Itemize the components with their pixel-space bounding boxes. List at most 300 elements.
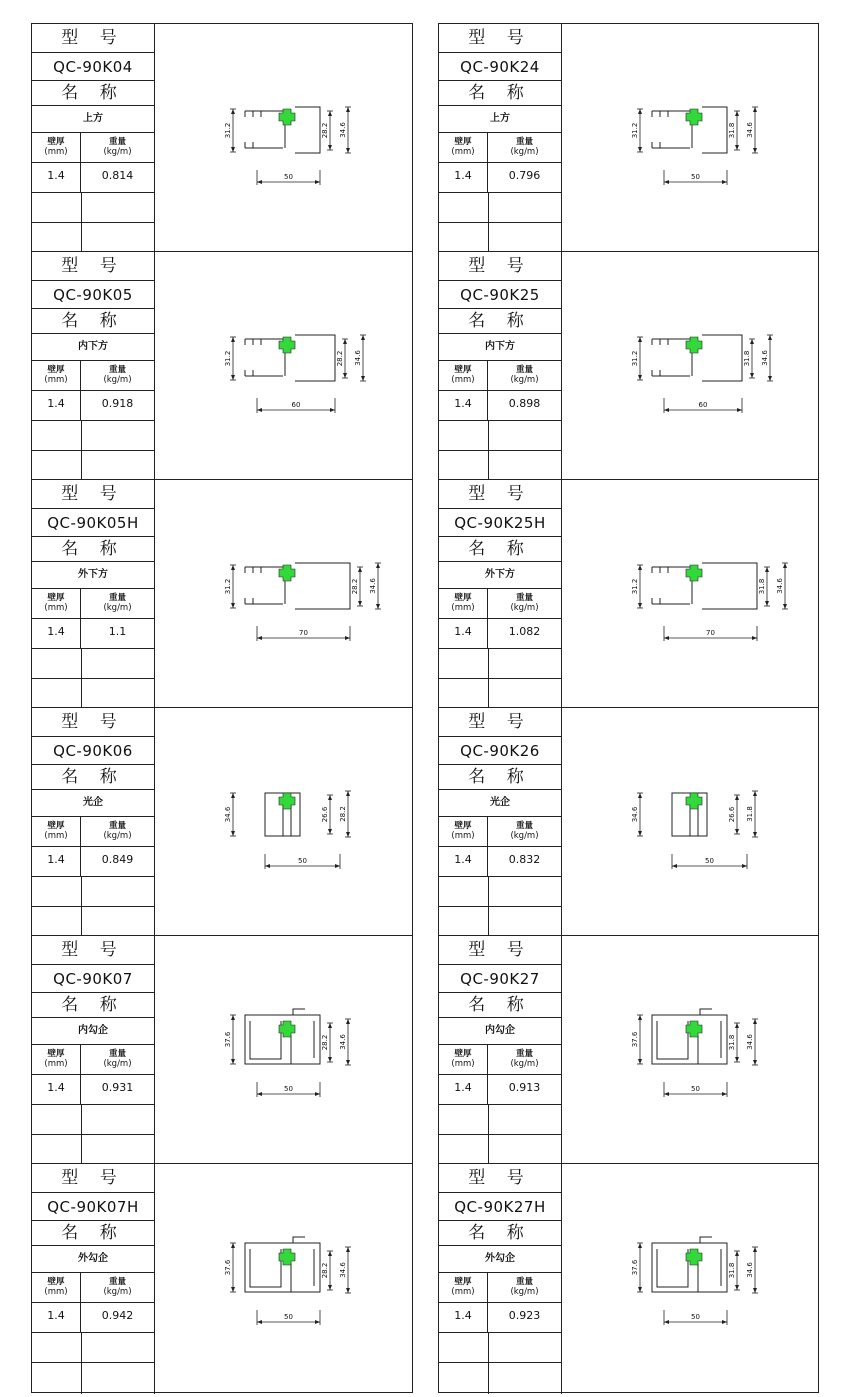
dimension-label: 34.6: [746, 1262, 754, 1278]
spec-info-block: [32, 708, 155, 935]
thickness-header: 壁厚: [454, 365, 472, 375]
weight-header-cell: [81, 361, 154, 390]
spec-value-row: [439, 1303, 561, 1333]
spec-info-block: [439, 1164, 562, 1394]
dimension-label: 31.8: [743, 350, 751, 367]
weight-unit: (kg/m): [510, 1287, 539, 1297]
spec-value-row: [439, 391, 561, 421]
width-dimension: [664, 626, 757, 641]
weight-unit: (kg/m): [103, 375, 132, 385]
weight-unit: (kg/m): [103, 831, 132, 841]
blank-row: [439, 421, 561, 451]
spec-value-row: [32, 391, 154, 421]
thickness-header-cell: [439, 361, 488, 390]
model-number: QC-90K07H: [32, 1193, 154, 1221]
spec-value-row: [32, 619, 154, 649]
weight-header-cell: [81, 817, 154, 846]
blank-row: [439, 1363, 561, 1394]
dimension-label: 37.6: [631, 1031, 639, 1048]
height-dimension-inner: [321, 1023, 333, 1062]
height-dimension-left: [631, 565, 643, 608]
weight-header: 重量: [515, 365, 533, 375]
thickness-unit: (mm): [44, 147, 68, 157]
weight-header: 重量: [515, 593, 533, 603]
dimension-label: 28.2: [321, 1034, 329, 1051]
wall-thickness-value: 1.4: [439, 391, 488, 420]
dimension-label: 31.2: [224, 122, 232, 139]
blank-row: [439, 223, 561, 251]
thickness-header: 壁厚: [454, 1049, 472, 1059]
dimension-label: 34.6: [339, 1034, 347, 1050]
height-dimension-inner: [728, 795, 740, 834]
profile-section-svg: [155, 936, 413, 1164]
thickness-unit: (mm): [44, 1059, 68, 1069]
wall-thickness-value: 1.4: [439, 1075, 488, 1104]
profile-drawing: [562, 24, 818, 251]
name-header: 名 称: [32, 993, 154, 1018]
weight-header-cell: [488, 1045, 561, 1074]
spec-value-row: [32, 847, 154, 877]
model-header: 型 号: [439, 24, 561, 53]
height-dimension-inner: [321, 795, 333, 834]
thickness-header-cell: [439, 589, 488, 618]
height-dimension-left: [631, 337, 643, 380]
wall-thickness-value: 1.4: [32, 619, 81, 648]
profile-name: 内下方: [32, 334, 154, 361]
weight-value: 0.849: [101, 853, 134, 866]
thickness-unit: (mm): [451, 375, 475, 385]
width-dimension: [257, 170, 320, 185]
model-header: 型 号: [32, 480, 154, 509]
spec-info-block: [32, 480, 155, 707]
weight-header: 重量: [108, 593, 126, 603]
weight-header: 重量: [515, 1049, 533, 1059]
height-dimension-left: [631, 793, 643, 836]
weight-header-cell: [488, 589, 561, 618]
height-dimension-inner: [728, 1251, 740, 1290]
thickness-unit: (mm): [44, 1287, 68, 1297]
dimension-label: 34.6: [746, 122, 754, 138]
model-number: QC-90K05: [32, 281, 154, 309]
spec-value-row: [439, 619, 561, 649]
dimension-label: 28.2: [336, 350, 344, 367]
profile-name: 内下方: [439, 334, 561, 361]
name-header: 名 称: [439, 993, 561, 1018]
wall-thickness-value: 1.4: [32, 391, 81, 420]
wall-thickness-value: 1.4: [32, 1303, 81, 1332]
spec-info-block: [439, 252, 562, 479]
spec-info-block: [32, 1164, 155, 1394]
spec-header-row: [32, 817, 154, 847]
blank-row: [32, 1333, 154, 1363]
thickness-header-cell: [439, 133, 488, 162]
spec-header-row: [32, 361, 154, 391]
dimension-label: 26.6: [728, 806, 736, 823]
dimension-label: 50: [284, 173, 293, 181]
height-dimension-inner: [321, 111, 333, 150]
thickness-header: 壁厚: [47, 137, 65, 147]
profile-row: [32, 480, 412, 708]
spec-info-block: [439, 936, 562, 1163]
height-dimension-left: [224, 1015, 236, 1064]
spec-value-row: [32, 1303, 154, 1333]
dimension-label: 50: [284, 1085, 293, 1093]
spec-header-row: [32, 1273, 154, 1303]
dimension-label: 50: [705, 857, 714, 865]
spec-info-block: [439, 708, 562, 935]
model-number: QC-90K06: [32, 737, 154, 765]
dimension-label: 50: [691, 1313, 700, 1321]
model-number: QC-90K24: [439, 53, 561, 81]
dimension-label: 26.6: [321, 806, 329, 823]
dimension-label: 50: [298, 857, 307, 865]
width-dimension: [257, 626, 350, 641]
profile-row: [439, 252, 818, 480]
wall-thickness-value: 1.4: [32, 163, 81, 192]
thickness-header: 壁厚: [47, 365, 65, 375]
thickness-header-cell: [32, 589, 81, 618]
profile-drawing: [562, 936, 818, 1163]
weight-unit: (kg/m): [510, 603, 539, 613]
profile-section-svg: [155, 708, 413, 936]
model-header: 型 号: [439, 480, 561, 509]
weight-unit: (kg/m): [103, 1059, 132, 1069]
blank-row: [32, 193, 154, 223]
model-header: 型 号: [439, 1164, 561, 1193]
dimension-label: 34.6: [339, 122, 347, 138]
dimension-label: 34.6: [631, 806, 639, 823]
dimension-label: 60: [698, 401, 708, 409]
weight-value: 0.931: [101, 1081, 134, 1094]
weight-header-cell: [488, 1273, 561, 1302]
profile-row: [439, 1164, 818, 1394]
wall-thickness-value: 1.4: [32, 847, 81, 876]
weight-header-cell: [488, 361, 561, 390]
profile-row: [439, 708, 818, 936]
thickness-unit: (mm): [44, 831, 68, 841]
profile-name: 外勾企: [439, 1246, 561, 1273]
weight-value: 0.918: [101, 397, 134, 410]
profile-name: 内勾企: [439, 1018, 561, 1045]
profile-name: 光企: [439, 790, 561, 817]
right-catalog-panel: [438, 23, 819, 1393]
dimension-label: 70: [706, 629, 715, 637]
height-dimension-outer: [339, 791, 351, 837]
blank-row: [32, 907, 154, 935]
height-dimension-outer: [339, 107, 351, 153]
height-dimension-left: [224, 1243, 236, 1292]
width-dimension: [265, 854, 340, 869]
weight-header: 重量: [108, 365, 126, 375]
model-number: QC-90K25: [439, 281, 561, 309]
weight-unit: (kg/m): [510, 147, 539, 157]
blank-row: [32, 649, 154, 679]
model-header: 型 号: [439, 252, 561, 281]
thickness-header: 壁厚: [454, 821, 472, 831]
weight-header: 重量: [108, 1277, 126, 1287]
spec-info-block: [439, 24, 562, 251]
weight-value: 0.913: [508, 1081, 541, 1094]
wall-thickness-value: 1.4: [439, 619, 488, 648]
spec-header-row: [439, 1273, 561, 1303]
name-header: 名 称: [32, 309, 154, 334]
profile-row: [439, 24, 818, 252]
blank-row: [439, 679, 561, 707]
height-dimension-inner: [351, 567, 363, 606]
dimension-label: 50: [284, 1313, 293, 1321]
dimension-label: 31.8: [746, 806, 754, 822]
dimension-label: 28.2: [321, 1262, 329, 1279]
weight-value: 1.082: [508, 625, 541, 638]
weight-unit: (kg/m): [510, 1059, 539, 1069]
profile-drawing: [155, 936, 412, 1163]
name-header: 名 称: [439, 1221, 561, 1246]
gasket-icon: [686, 793, 702, 809]
name-header: 名 称: [439, 81, 561, 106]
thickness-header: 壁厚: [47, 821, 65, 831]
dimension-label: 34.6: [761, 350, 769, 366]
profile-section-svg: [562, 708, 820, 936]
thickness-header-cell: [32, 817, 81, 846]
height-dimension-outer: [746, 1247, 758, 1293]
weight-header: 重量: [515, 821, 533, 831]
dimension-label: 31.8: [758, 578, 766, 595]
height-dimension-outer: [776, 563, 788, 609]
profile-row: [32, 252, 412, 480]
thickness-header: 壁厚: [454, 593, 472, 603]
weight-value: 0.832: [508, 853, 541, 866]
weight-value: 0.796: [508, 169, 541, 182]
weight-header: 重量: [108, 821, 126, 831]
weight-unit: (kg/m): [103, 147, 132, 157]
blank-row: [32, 451, 154, 479]
wall-thickness-value: 1.4: [439, 1303, 488, 1332]
width-dimension: [672, 854, 747, 869]
wall-thickness-value: 1.4: [32, 1075, 81, 1104]
profile-name: 上方: [32, 106, 154, 133]
thickness-unit: (mm): [44, 603, 68, 613]
height-dimension-left: [224, 337, 236, 380]
weight-header: 重量: [515, 137, 533, 147]
model-number: QC-90K25H: [439, 509, 561, 537]
profile-drawing: [155, 24, 412, 251]
name-header: 名 称: [32, 537, 154, 562]
height-dimension-left: [224, 565, 236, 608]
blank-row: [32, 223, 154, 251]
spec-header-row: [32, 133, 154, 163]
height-dimension-outer: [339, 1019, 351, 1065]
profile-name: 内勾企: [32, 1018, 154, 1045]
width-dimension: [257, 398, 335, 413]
name-header: 名 称: [32, 1221, 154, 1246]
profile-name: 光企: [32, 790, 154, 817]
weight-unit: (kg/m): [510, 831, 539, 841]
thickness-header: 壁厚: [47, 593, 65, 603]
profile-section-svg: [155, 24, 413, 252]
name-header: 名 称: [32, 765, 154, 790]
blank-row: [32, 421, 154, 451]
dimension-label: 34.6: [224, 806, 232, 823]
height-dimension-inner: [336, 339, 348, 378]
dimension-label: 28.2: [351, 578, 359, 595]
thickness-header-cell: [439, 1273, 488, 1302]
height-dimension-left: [631, 1243, 643, 1292]
blank-row: [32, 679, 154, 707]
blank-row: [32, 877, 154, 907]
model-header: 型 号: [32, 1164, 154, 1193]
dimension-label: 34.6: [369, 578, 377, 594]
spec-value-row: [32, 1075, 154, 1105]
weight-header: 重量: [108, 1049, 126, 1059]
profile-drawing: [562, 480, 818, 707]
blank-row: [32, 1105, 154, 1135]
spec-info-block: [32, 936, 155, 1163]
model-header: 型 号: [439, 936, 561, 965]
thickness-header: 壁厚: [47, 1277, 65, 1287]
weight-unit: (kg/m): [510, 375, 539, 385]
blank-row: [439, 193, 561, 223]
profile-drawing: [155, 1164, 412, 1394]
profile-drawing: [155, 480, 412, 707]
height-dimension-outer: [746, 107, 758, 153]
profile-drawing: [562, 252, 818, 479]
height-dimension-outer: [746, 791, 758, 837]
weight-header: 重量: [515, 1277, 533, 1287]
dimension-label: 34.6: [776, 578, 784, 594]
thickness-header: 壁厚: [47, 1049, 65, 1059]
profile-section-svg: [155, 1164, 413, 1392]
profile-section-svg: [562, 480, 820, 708]
height-dimension-outer: [746, 1019, 758, 1065]
height-dimension-outer: [369, 563, 381, 609]
thickness-unit: (mm): [451, 147, 475, 157]
dimension-label: 31.2: [224, 350, 232, 367]
height-dimension-inner: [728, 111, 740, 150]
dimension-label: 31.2: [631, 350, 639, 367]
profile-row: [32, 708, 412, 936]
dimension-label: 31.8: [728, 1262, 736, 1279]
profile-drawing: [562, 708, 818, 935]
thickness-unit: (mm): [44, 375, 68, 385]
spec-header-row: [439, 1045, 561, 1075]
model-header: 型 号: [439, 708, 561, 737]
height-dimension-left: [224, 793, 236, 836]
gasket-icon: [279, 793, 295, 809]
width-dimension: [257, 1082, 320, 1097]
width-dimension: [664, 170, 727, 185]
thickness-unit: (mm): [451, 831, 475, 841]
spec-value-row: [32, 163, 154, 193]
height-dimension-inner: [743, 339, 755, 378]
weight-header-cell: [488, 133, 561, 162]
profile-section-svg: [155, 480, 413, 708]
profile-drawing: [155, 252, 412, 479]
spec-value-row: [439, 1075, 561, 1105]
profile-drawing: [155, 708, 412, 935]
spec-value-row: [439, 163, 561, 193]
model-number: QC-90K05H: [32, 509, 154, 537]
thickness-header-cell: [32, 1045, 81, 1074]
blank-row: [439, 451, 561, 479]
thickness-header-cell: [32, 361, 81, 390]
dimension-label: 37.6: [224, 1031, 232, 1048]
height-dimension-left: [224, 109, 236, 152]
name-header: 名 称: [439, 765, 561, 790]
weight-header-cell: [81, 133, 154, 162]
weight-value: 1.1: [108, 625, 127, 638]
spec-header-row: [439, 361, 561, 391]
model-number: QC-90K07: [32, 965, 154, 993]
height-dimension-left: [631, 109, 643, 152]
dimension-label: 31.8: [728, 1034, 736, 1051]
profile-row: [32, 1164, 412, 1394]
weight-value: 0.942: [101, 1309, 134, 1322]
model-number: QC-90K26: [439, 737, 561, 765]
width-dimension: [664, 398, 742, 413]
weight-header-cell: [81, 1045, 154, 1074]
dimension-label: 37.6: [224, 1259, 232, 1276]
dimension-label: 31.2: [631, 578, 639, 595]
height-dimension-outer: [761, 335, 773, 381]
profile-section-svg: [562, 252, 820, 480]
model-header: 型 号: [32, 24, 154, 53]
wall-thickness-value: 1.4: [439, 847, 488, 876]
dimension-label: 28.2: [339, 806, 347, 822]
blank-row: [439, 649, 561, 679]
thickness-header: 壁厚: [454, 137, 472, 147]
spec-header-row: [32, 1045, 154, 1075]
spec-header-row: [439, 817, 561, 847]
left-catalog-panel: [31, 23, 413, 1393]
height-dimension-inner: [321, 1251, 333, 1290]
spec-header-row: [439, 589, 561, 619]
dimension-label: 31.2: [631, 122, 639, 139]
weight-header-cell: [488, 817, 561, 846]
dimension-label: 37.6: [631, 1259, 639, 1276]
spec-value-row: [439, 847, 561, 877]
height-dimension-inner: [758, 567, 770, 606]
profile-row: [439, 480, 818, 708]
profile-row: [439, 936, 818, 1164]
thickness-header-cell: [32, 1273, 81, 1302]
weight-value: 0.898: [508, 397, 541, 410]
profile-name: 外下方: [32, 562, 154, 589]
model-header: 型 号: [32, 252, 154, 281]
profile-section-svg: [562, 936, 820, 1164]
thickness-unit: (mm): [451, 1059, 475, 1069]
width-dimension: [257, 1310, 320, 1325]
height-dimension-inner: [728, 1023, 740, 1062]
model-header: 型 号: [32, 708, 154, 737]
model-number: QC-90K04: [32, 53, 154, 81]
thickness-header-cell: [439, 1045, 488, 1074]
dimension-label: 70: [299, 629, 308, 637]
weight-value: 0.923: [508, 1309, 541, 1322]
blank-row: [439, 877, 561, 907]
model-number: QC-90K27: [439, 965, 561, 993]
dimension-label: 34.6: [339, 1262, 347, 1278]
dimension-label: 34.6: [746, 1034, 754, 1050]
profile-section-svg: [562, 24, 820, 252]
spec-info-block: [32, 24, 155, 251]
blank-row: [32, 1363, 154, 1394]
name-header: 名 称: [439, 309, 561, 334]
thickness-header-cell: [439, 817, 488, 846]
thickness-header: 壁厚: [454, 1277, 472, 1287]
model-header: 型 号: [32, 936, 154, 965]
dimension-label: 31.8: [728, 122, 736, 139]
profile-section-svg: [562, 1164, 820, 1392]
